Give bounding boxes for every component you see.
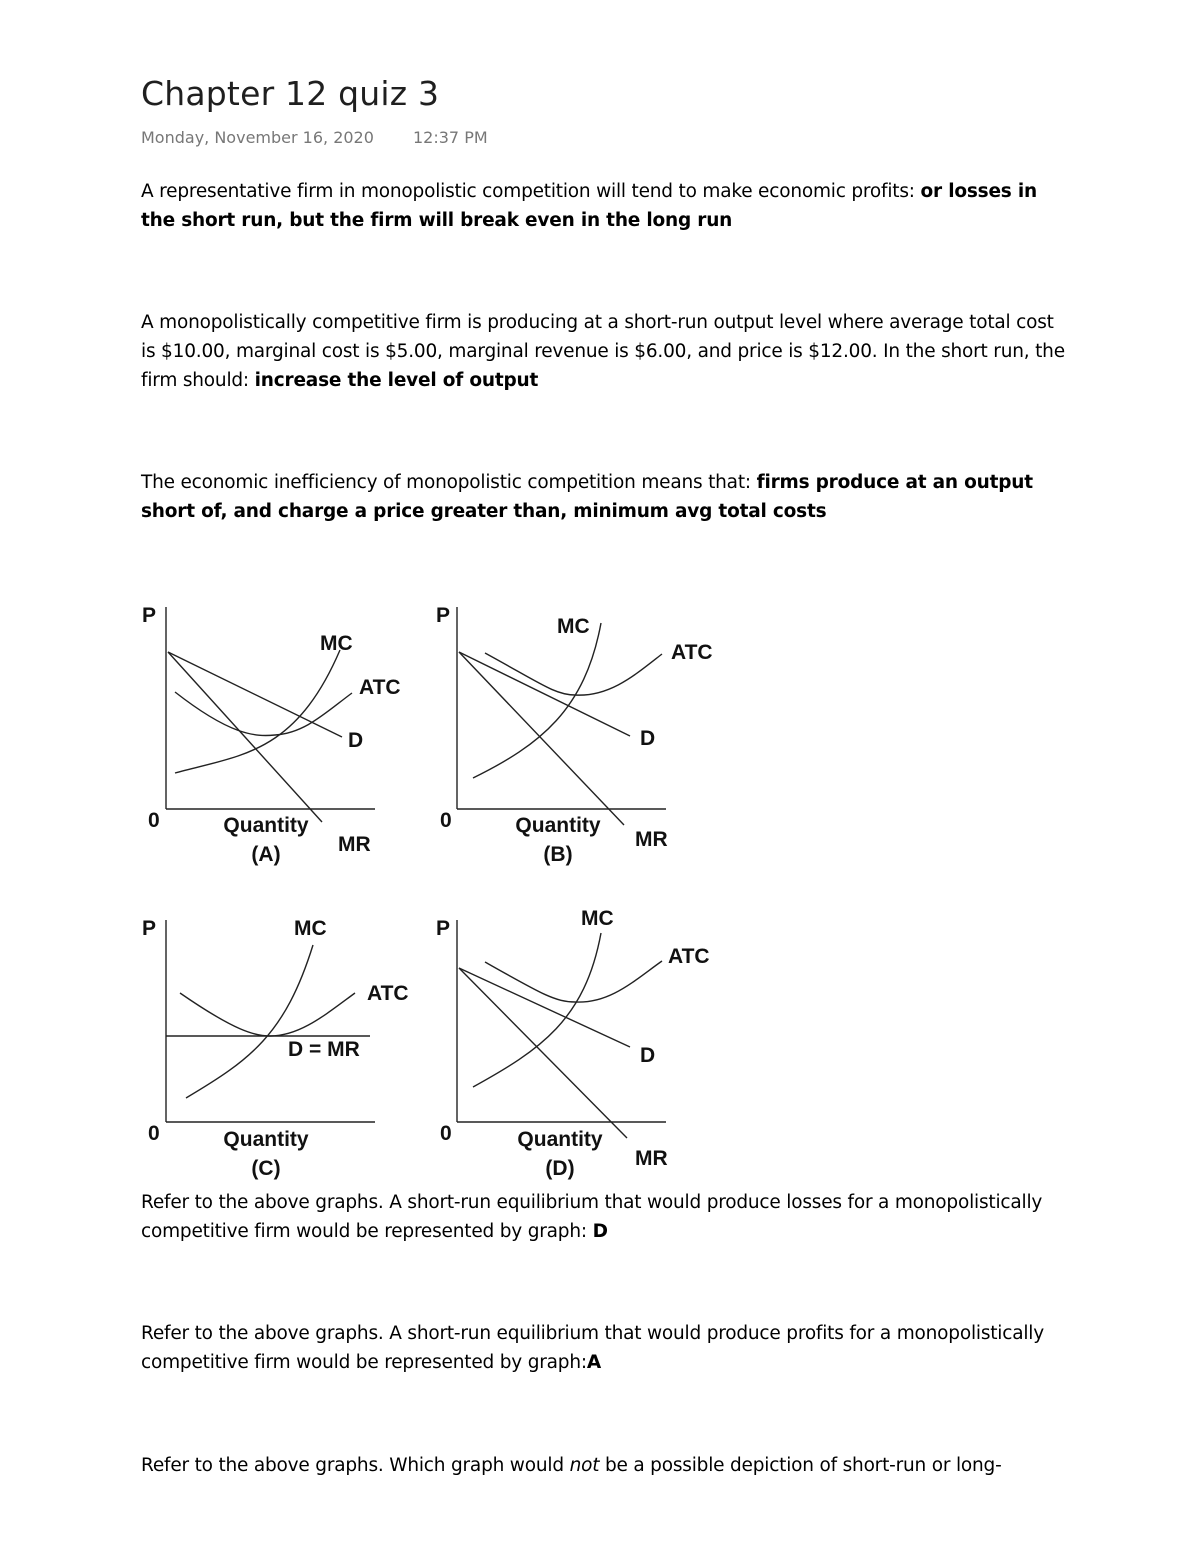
graph-b-atc-curve [485,653,662,695]
question-2 [141,308,1071,395]
graph-c-atc-label: ATC [367,982,409,1005]
graph-d-atc-curve [485,961,662,1002]
graph-d [436,907,710,1180]
question-5-answer: A [586,1352,602,1373]
question-4-answer: D [592,1221,608,1242]
question-4 [141,1188,1071,1246]
question-2-answer: increase the level of output [254,370,539,391]
graph-a-mc-curve [175,650,340,773]
graph-d-d-label: D [640,1044,656,1067]
graph-a-atc-label: ATC [359,676,401,699]
page-date: Monday, November 16, 2020 [141,128,374,147]
graph-c-dmr-label: D = MR [288,1038,360,1061]
graph-d-origin-label: 0 [440,1122,452,1145]
graph-d-atc-label: ATC [668,945,710,968]
question-4-prompt: Refer to the above graphs. A short-run equilibrium that would produce losses for a monopolistically competitive firm would be represented by graph: [141,1192,1043,1242]
graph-a-quantity-label: Quantity [223,814,309,837]
graph-b-mr-label: MR [635,828,668,851]
graph-b-id-label: (B) [543,843,573,866]
graph-b-mr-curve [459,652,624,825]
question-3 [141,468,1071,526]
graph-b-p-label: P [436,604,451,627]
question-5 [141,1319,1071,1377]
graph-b-origin-label: 0 [440,809,452,832]
graph-d-p-label: P [436,917,451,940]
graph-a [142,604,401,866]
question-6-emphasis: not [569,1455,600,1476]
question-5-prompt: Refer to the above graphs. A short-run equilibrium that would produce profits for a monopolistically competitive firm would be represented by graph: [141,1323,1044,1373]
graph-b-atc-label: ATC [671,641,713,664]
graph-d-quantity-label: Quantity [517,1128,603,1151]
graph-d-d-curve [459,968,630,1047]
graph-c [142,917,409,1180]
graph-c-mc-curve [186,945,313,1098]
graph-c-mc-label: MC [294,917,327,940]
graph-b [436,604,713,866]
page-meta [141,128,488,147]
graphs-svg [130,595,730,1190]
question-2-prompt: A monopolistically competitive firm is producing at a short-run output level where average total cost is $10.00, marginal cost is $5.00, marginal revenue is $6.00, and price is $12.00. In the short run, the firm should: [141,312,1065,391]
graph-b-quantity-label: Quantity [515,814,601,837]
graph-a-mc-label: MC [320,632,353,655]
graph-a-mr-curve [168,652,322,822]
graph-c-id-label: (C) [251,1157,281,1180]
graph-a-id-label: (A) [251,843,281,866]
question-3-answer: firms produce at an output short of, and charge a price greater than, minimum avg total costs [141,472,1033,522]
graph-a-mr-label: MR [338,833,371,856]
question-1-answer: or losses in the short run, but the firm will break even in the long run [141,181,1037,231]
cost-curve-graphs [130,595,730,1190]
question-6-prompt: Refer to the above graphs. Which graph would [141,1455,570,1476]
graph-c-quantity-label: Quantity [223,1128,309,1151]
question-1-prompt: A representative firm in monopolistic competition will tend to make economic profits: [141,181,921,202]
page-title: Chapter 12 quiz 3 [141,74,440,113]
graph-c-p-label: P [142,917,157,940]
question-6-prompt-after: be a possible depiction of short-run or long- [599,1455,1002,1476]
graph-b-mc-curve [473,623,601,778]
question-6 [141,1451,1071,1480]
question-3-prompt: The economic inefficiency of monopolistic competition means that: [141,472,757,493]
page-time: 12:37 PM [413,128,488,147]
graph-b-d-label: D [640,727,656,750]
graph-c-origin-label: 0 [148,1122,160,1145]
graph-a-d-label: D [348,729,364,752]
graph-d-id-label: (D) [545,1157,575,1180]
graph-b-mc-label: MC [557,615,590,638]
graph-d-mr-label: MR [635,1147,668,1170]
question-1 [141,177,1071,235]
graph-a-origin-label: 0 [148,809,160,832]
graph-a-p-label: P [142,604,157,627]
graph-d-mc-curve [473,933,601,1087]
graph-b-d-curve [459,652,630,736]
graph-d-mc-label: MC [581,907,614,930]
graph-c-atc-curve [180,993,355,1036]
